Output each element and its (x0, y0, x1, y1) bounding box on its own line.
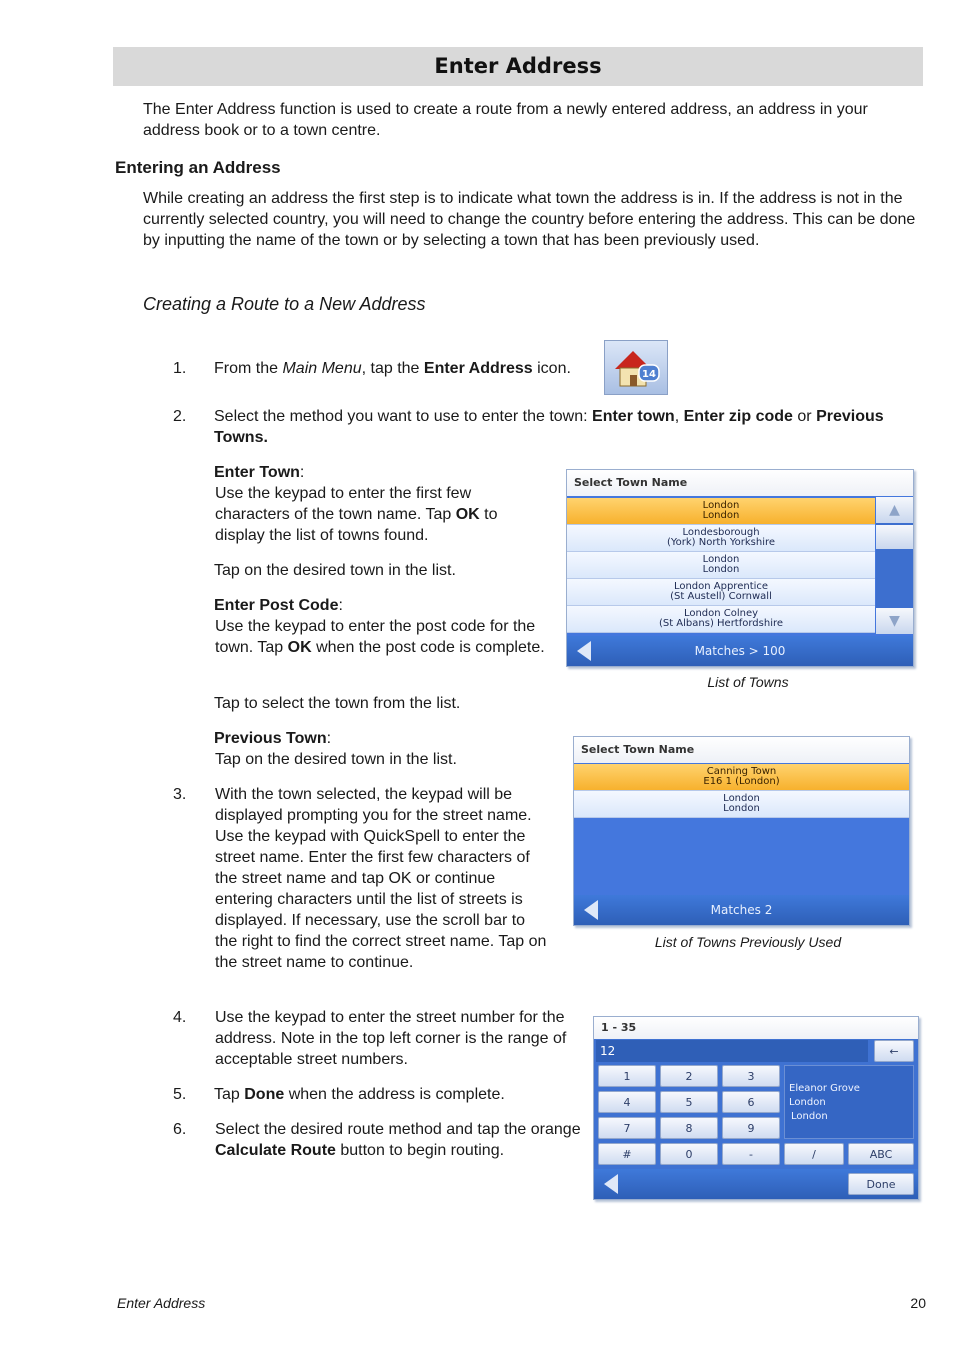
enter-address-ref: Enter Address (423, 360, 533, 377)
step-2-text (214, 406, 922, 448)
town-region: (St Albans) Hertfordshire (658, 618, 784, 629)
caption-list-of-towns: List of Towns (707, 674, 789, 690)
town-row[interactable] (574, 791, 909, 818)
step-2-text-e: or (792, 408, 817, 425)
matches-count: Matches > 100 (694, 644, 786, 658)
enter-town-text-a: Use the keypad to enter the first few characters of the town name. Tap (215, 485, 472, 523)
key-0[interactable]: 0 (660, 1143, 718, 1165)
enter-address-app-icon (604, 340, 668, 395)
town-row[interactable] (567, 525, 875, 552)
number-entry-field[interactable]: 12 (596, 1040, 868, 1062)
enter-town-ref: Enter town (592, 408, 675, 425)
town-region: (York) North Yorkshire (666, 537, 776, 548)
enter-town-text-b: to display the list of towns found. (215, 506, 498, 544)
prev-town-text: Tap on the desired town in the list. (215, 751, 457, 768)
enter-post-text-a: Use the keypad to enter the post code for the town. Tap (215, 618, 536, 656)
step-3-text: With the town selected, the keypad will be displayed prompting you for the street name. Use the keypad with QuickSpell to enter the street name. Enter the first few characters of the street name and tap OK or continue entering characters until the list of streets is displayed. If necessary, use the scroll bar to the right to find the correct street name. Tap on the street name to continue. (215, 786, 547, 971)
enter-post-label-text: Enter Post Code (214, 597, 339, 614)
town-name: London Apprentice (673, 581, 769, 592)
screen-header: Select Town Name (574, 737, 909, 763)
key-8[interactable]: 8 (660, 1117, 718, 1139)
svg-text:14: 14 (642, 369, 656, 380)
scroll-thumb[interactable] (876, 525, 913, 549)
back-arrow-icon[interactable] (604, 1174, 618, 1194)
street-name: Eleanor Grove (789, 1083, 860, 1094)
step-1-text-e: icon. (532, 360, 571, 377)
town-list-screen (566, 469, 914, 667)
abc-button[interactable]: ABC (848, 1143, 914, 1165)
prev-town-label-text: Previous Town (214, 730, 327, 747)
step-6-text-c: button to begin routing. (335, 1142, 505, 1159)
enter-post-tap: Tap to select the town from the list. (214, 695, 461, 712)
screen-footer (594, 1169, 918, 1199)
prev-town-label (214, 728, 331, 749)
page-title: Enter Address (113, 47, 923, 86)
house-icon (605, 341, 667, 394)
done-button[interactable]: Done (848, 1173, 914, 1195)
prev-town-colon: : (326, 730, 332, 747)
enter-post-colon: : (338, 597, 343, 614)
town-row[interactable] (567, 498, 875, 525)
town-name: London (702, 500, 740, 511)
step-1-text-c: , tap the (361, 360, 424, 377)
triangle-up-icon: ▲ (889, 501, 900, 518)
calculate-route-ref: Calculate Route (215, 1142, 336, 1159)
key-3[interactable]: 3 (722, 1065, 780, 1087)
ok-ref: OK (287, 639, 312, 656)
key-slash[interactable]: / (784, 1143, 844, 1165)
key-dash[interactable]: - (722, 1143, 780, 1165)
step-5-text-a: Tap (214, 1086, 245, 1103)
enter-town-label (214, 462, 304, 483)
town-region: (St Austell) Cornwall (670, 591, 772, 602)
intro-paragraph: The Enter Address function is used to create a route from a newly entered address, an address in your address book or to a town centre. (143, 101, 868, 139)
region-name: London (791, 1111, 828, 1122)
town-name: London (789, 1097, 826, 1108)
key-9[interactable]: 9 (722, 1117, 780, 1139)
enter-town-text (215, 483, 537, 546)
step-3-number: 3. (173, 786, 187, 803)
key-7[interactable]: 7 (598, 1117, 656, 1139)
done-ref: Done (244, 1086, 285, 1103)
arrow-left-icon: ← (889, 1045, 899, 1058)
screen-header: Select Town Name (567, 470, 913, 496)
scroll-down-button[interactable] (876, 608, 913, 634)
step-1-text (214, 358, 571, 379)
previous-towns-ref: Previous Towns. (214, 408, 884, 446)
street-number-keypad-screen (593, 1016, 919, 1200)
enter-post-text-b: when the post code is complete. (311, 639, 545, 656)
backspace-button[interactable] (874, 1040, 914, 1062)
number-range: 1 - 35 (594, 1017, 918, 1039)
key-4[interactable]: 4 (598, 1091, 656, 1113)
scroll-up-button[interactable] (876, 497, 913, 523)
footer-section-name: Enter Address (117, 1295, 206, 1311)
town-name: London (723, 793, 760, 804)
triangle-down-icon: ▼ (889, 612, 900, 629)
caption-previous-towns: List of Towns Previously Used (654, 934, 842, 950)
step-2-text-c: , (674, 408, 684, 425)
section-paragraph: While creating an address the first step is to indicate what town the address is in. If the address is not in the currently selected country, you will need to change the country before entering the address. This can be done by inputting the name of the town or by selecting a town that has been previously used. (143, 190, 916, 249)
screen-footer (567, 636, 913, 666)
screen-footer (574, 895, 909, 925)
key-2[interactable]: 2 (660, 1065, 718, 1087)
key-1[interactable]: 1 (598, 1065, 656, 1087)
key-hash[interactable]: # (598, 1143, 656, 1165)
step-5-number: 5. (173, 1086, 187, 1103)
town-row[interactable] (567, 606, 875, 633)
step-1-text-a: From the (214, 360, 283, 377)
enter-post-label (214, 595, 343, 616)
town-name: Londesborough (682, 527, 760, 538)
main-menu-ref: Main Menu (282, 360, 362, 377)
matches-count: Matches 2 (710, 903, 773, 917)
key-5[interactable]: 5 (660, 1091, 718, 1113)
town-region: E16 1 (London) (703, 776, 780, 787)
step-6-text (215, 1119, 587, 1161)
town-row[interactable] (574, 764, 909, 791)
key-6[interactable]: 6 (722, 1091, 780, 1113)
town-region: London (702, 510, 740, 521)
enter-zip-ref: Enter zip code (683, 408, 793, 425)
step-1-number: 1. (173, 360, 187, 377)
town-row[interactable] (567, 552, 875, 579)
ok-ref: OK (455, 506, 480, 523)
town-name: Canning Town (706, 766, 777, 777)
address-info-panel (784, 1065, 914, 1139)
previous-towns-screen (573, 736, 910, 926)
step-5-text-c: when the address is complete. (284, 1086, 505, 1103)
step-6-text-a: Select the desired route method and tap the orange (215, 1121, 581, 1138)
town-region: London (702, 564, 740, 575)
scrollbar[interactable] (876, 497, 913, 634)
step-2-number: 2. (173, 408, 187, 425)
page-number: 20 (910, 1295, 926, 1311)
subheading: Creating a Route to a New Address (143, 294, 426, 314)
step-4-number: 4. (173, 1009, 187, 1026)
town-region: London (723, 803, 760, 814)
enter-town-colon: : (299, 464, 305, 481)
enter-town-tap: Tap on the desired town in the list. (214, 562, 456, 579)
town-row[interactable] (567, 579, 875, 606)
step-5-text (214, 1084, 505, 1105)
section-heading: Entering an Address (115, 158, 281, 177)
enter-town-label-text: Enter Town (214, 464, 300, 481)
step-6-number: 6. (173, 1121, 187, 1138)
step-4-text: Use the keypad to enter the street number for the address. Note in the top left corner is the range of acceptable street numbers. (215, 1009, 567, 1068)
town-name: London Colney (683, 608, 759, 619)
step-2-text-a: Select the method you want to use to enter the town: (214, 408, 593, 425)
enter-post-text (215, 616, 545, 658)
town-name: London (702, 554, 740, 565)
